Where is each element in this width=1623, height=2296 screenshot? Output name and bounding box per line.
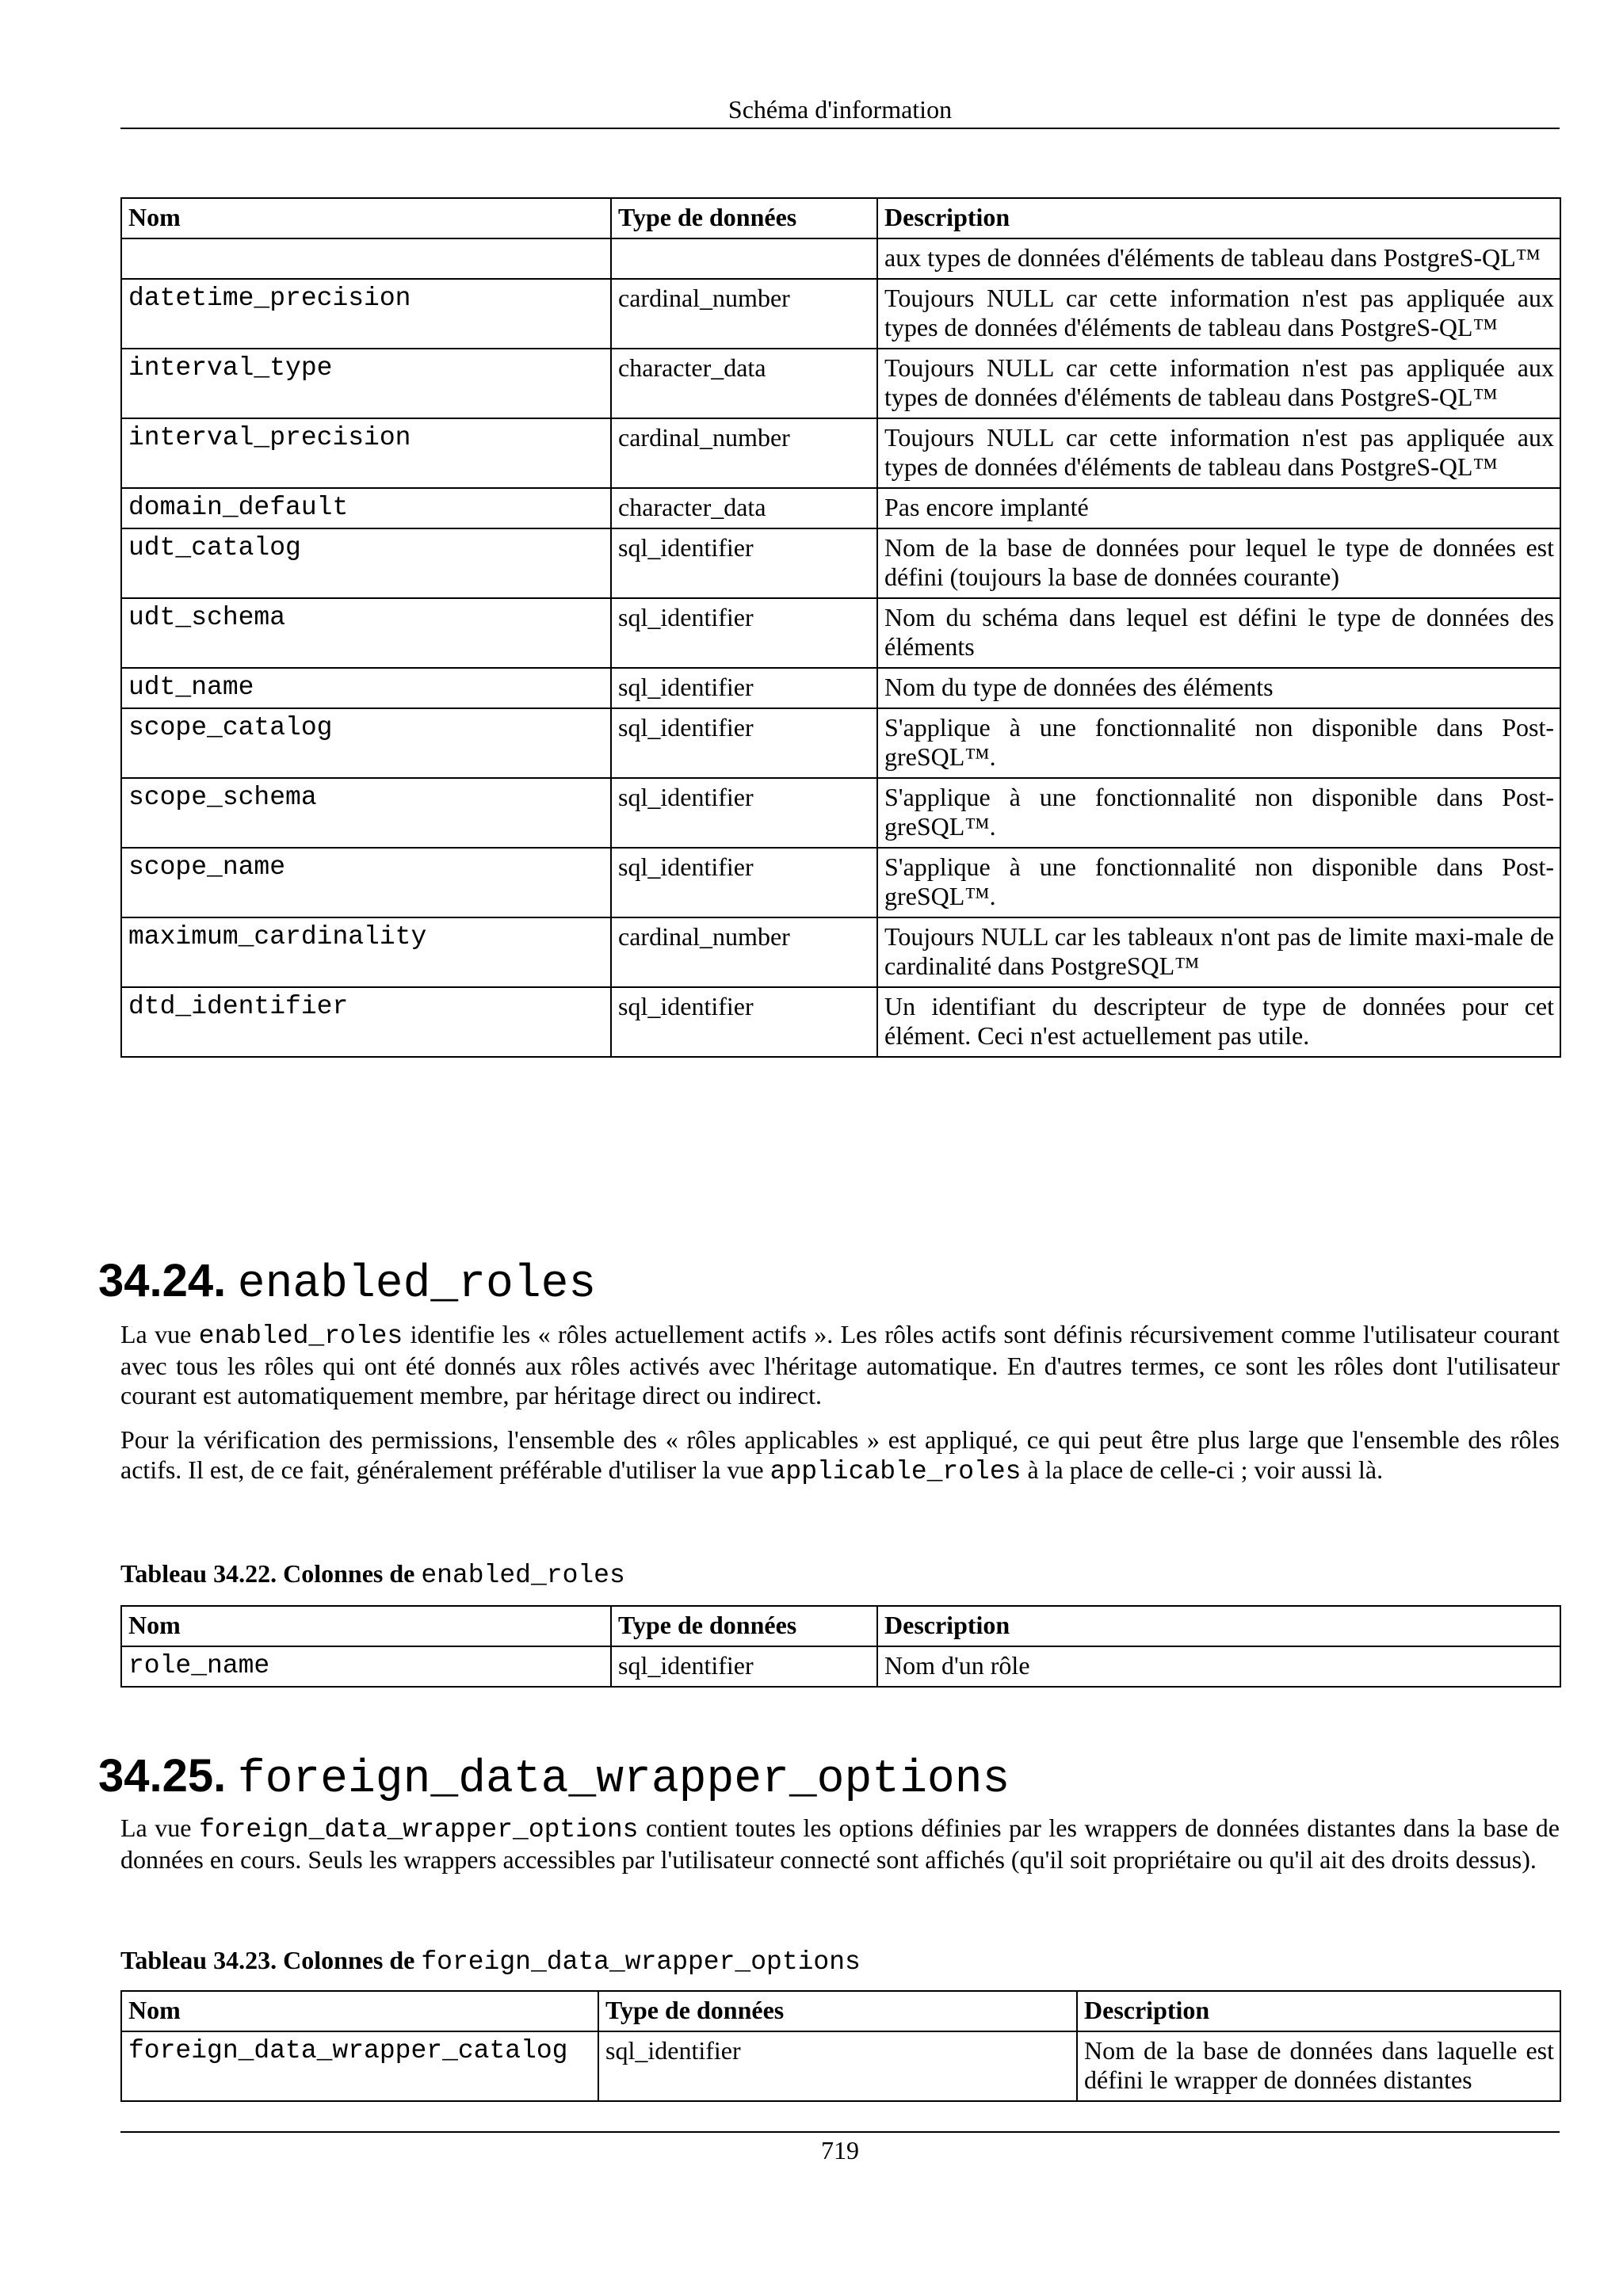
column-header-description: Description [877,1606,1560,1646]
cell-type: cardinal_number [611,279,877,349]
inline-code: foreign_data_wrapper_options [198,1815,639,1844]
table-header-row [121,198,1560,238]
table-caption-fdw-options [120,1944,1560,1978]
columns-table-fdw-options [120,1990,1561,2102]
cell-name: interval_type [121,349,611,418]
cell-name: foreign_data_wrapper_catalog [121,2031,598,2101]
cell-type: sql_identifier [611,778,877,848]
columns-table-enabled-roles [120,1605,1561,1688]
cell-name: maximum_cardinality [121,917,611,987]
cell-description: Toujours NULL car les tableaux n'ont pas de limite maxi-male de cardinalité dans PostgreSQL™ [877,917,1560,987]
cell-name: scope_name [121,848,611,917]
table-row [121,418,1560,488]
cell-description: Nom d'un rôle [877,1646,1560,1687]
cell-name: udt_name [121,668,611,708]
cell-description: Nom de la base de données pour lequel le type de données est défini (toujours la base de données courante) [877,528,1560,598]
cell-type: sql_identifier [598,2031,1077,2101]
column-header-name: Nom [121,1606,611,1646]
column-header-type: Type de données [611,198,877,238]
table-row [121,598,1560,668]
cell-name: scope_catalog [121,708,611,778]
column-header-type: Type de données [611,1606,877,1646]
paragraph-fdw-options-intro [120,1814,1560,1875]
cell-name: dtd_identifier [121,987,611,1057]
table-row [121,528,1560,598]
caption-label: Tableau 34.22. Colonnes de [120,1559,422,1588]
paragraph-enabled-roles-permissions [120,1425,1560,1486]
cell-name: role_name [121,1646,611,1687]
paragraph-enabled-roles-intro [120,1320,1560,1411]
column-header-name: Nom [121,1991,598,2031]
paragraph-text: Pour la vérification des permissions, l'ensemble des « rôles applicables » est appliqué, ce qui peut être plus large que l'ensemble des rôles actifs. Il est, de ce fait, généralement préférable d'utiliser la vue [120,1425,1560,1484]
cell-type: character_data [611,349,877,418]
table-row [121,1646,1560,1687]
cell-name: interval_precision [121,418,611,488]
section-name: enabled_roles [237,1259,597,1310]
cell-name: scope_schema [121,778,611,848]
section-title-fdw-options [98,1749,1010,1808]
footer-rule [120,2131,1560,2133]
section-name: foreign_data_wrapper_options [237,1754,1010,1806]
paragraph-text: à la place de celle-ci ; voir aussi là. [1021,1455,1384,1484]
paragraph-text: La vue [120,1814,199,1842]
table-row [121,2031,1560,2101]
column-header-description: Description [877,198,1560,238]
cell-type: sql_identifier [611,668,877,708]
table-header-row [121,1606,1560,1646]
paragraph-text: identifie les « rôles actuellement actifs ». Les rôles actifs sont définis récursivement comme l'utilisateur courant avec tous les rôles qui ont été donnés aux rôles activés avec l'héritage automatique. En d'autres termes, ce sont les rôles dont l'utilisateur courant est automatiquement membre, par héritage direct ou indirect. [120,1320,1560,1409]
cell-type: character_data [611,488,877,528]
cell-description: S'applique à une fonctionnalité non disponible dans Post-greSQL™. [877,708,1560,778]
cell-type: sql_identifier [611,987,877,1057]
page-number: 719 [821,2136,859,2164]
table-row [121,987,1560,1057]
table-caption-enabled-roles [120,1558,1560,1592]
cell-type: sql_identifier [611,708,877,778]
cell-description: Nom du type de données des éléments [877,668,1560,708]
cell-description: Nom du schéma dans lequel est défini le type de données des éléments [877,598,1560,668]
table-header-row [121,1991,1560,2031]
section-number: 34.24. [98,1255,227,1306]
column-header-name: Nom [121,198,611,238]
column-header-type: Type de données [598,1991,1077,2031]
table-row [121,778,1560,848]
running-header: Schéma d'information [727,95,953,124]
cell-type: sql_identifier [611,598,877,668]
columns-table-continued [120,197,1561,1058]
paragraph-text: La vue [120,1320,199,1348]
cell-description: Un identifiant du descripteur de type de données pour cet élément. Ceci n'est actuellement pas utile. [877,987,1560,1057]
table-row [121,848,1560,917]
caption-label: Tableau 34.23. Colonnes de [120,1946,422,1974]
cell-type: sql_identifier [611,1646,877,1687]
table-row [121,349,1560,418]
cell-name: udt_schema [121,598,611,668]
table-row [121,917,1560,987]
table-row [121,279,1560,349]
cell-description: Toujours NULL car cette information n'est pas appliquée aux types de données d'éléments de tableau dans PostgreS-QL™ [877,279,1560,349]
table-row [121,668,1560,708]
inline-code: enabled_roles [198,1322,403,1351]
inline-code: applicable_roles [769,1456,1022,1486]
cell-type: sql_identifier [611,848,877,917]
paragraph-text: contient toutes les options définies par les wrappers de données distantes dans la base de données en cours. Seuls les wrappers accessibles par l'utilisateur connecté sont affichés (qu'il soit propriétaire ou qu'il ait des droits dessus). [120,1814,1560,1874]
table-row [121,238,1560,279]
caption-code: enabled_roles [421,1561,625,1590]
header-rule [120,128,1560,129]
column-header-description: Description [1077,1991,1560,2031]
cell-name: datetime_precision [121,279,611,349]
cell-name [121,238,611,279]
cell-type [611,238,877,279]
cell-type: cardinal_number [611,418,877,488]
cell-name: udt_catalog [121,528,611,598]
section-number: 34.25. [98,1750,227,1802]
cell-name: domain_default [121,488,611,528]
section-title-enabled-roles [98,1253,596,1313]
table-row [121,708,1560,778]
cell-description: Toujours NULL car cette information n'est pas appliquée aux types de données d'éléments de tableau dans PostgreS-QL™ [877,418,1560,488]
cell-description: aux types de données d'éléments de tableau dans PostgreS-QL™ [877,238,1560,279]
cell-description: Pas encore implanté [877,488,1560,528]
cell-description: S'applique à une fonctionnalité non disponible dans Post-greSQL™. [877,848,1560,917]
cell-type: sql_identifier [611,528,877,598]
cell-description: Toujours NULL car cette information n'est pas appliquée aux types de données d'éléments de tableau dans PostgreS-QL™ [877,349,1560,418]
cell-description: Nom de la base de données dans laquelle est défini le wrapper de données distantes [1077,2031,1560,2101]
caption-code: foreign_data_wrapper_options [421,1947,861,1977]
table-row [121,488,1560,528]
cell-description: S'applique à une fonctionnalité non disponible dans Post-greSQL™. [877,778,1560,848]
cell-type: cardinal_number [611,917,877,987]
